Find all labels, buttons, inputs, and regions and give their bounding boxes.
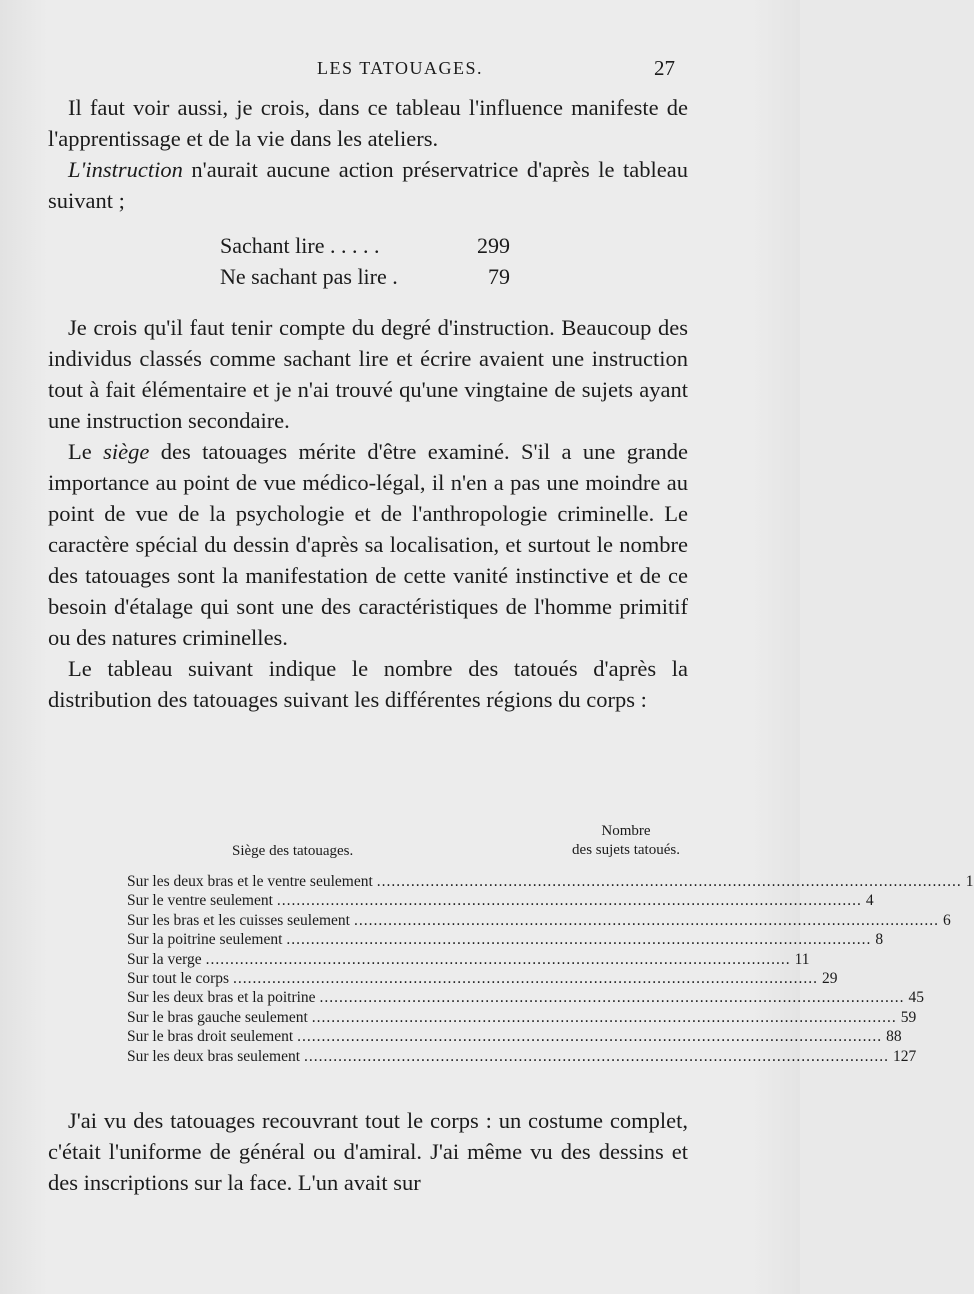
row-location: Sur les bras et les cuisses seulement <box>127 911 350 929</box>
table-row <box>127 872 974 891</box>
row-count: 8 <box>875 931 884 949</box>
literacy-table <box>220 230 510 292</box>
dot-leader: ........................................................................................................................ <box>353 911 939 929</box>
paragraph-instruction <box>48 154 688 216</box>
dot-leader: ........................................................................................................................ <box>319 989 905 1007</box>
table-row <box>127 911 951 930</box>
running-header: LES TATOUAGES. <box>317 58 483 78</box>
row-count: 1 <box>965 873 974 890</box>
row-location: Sur la verge <box>127 950 202 968</box>
table-row <box>127 930 884 949</box>
dot-leader: ........................................................................................................................ <box>376 873 962 890</box>
literacy-value: 299 <box>477 233 510 258</box>
literacy-value: 79 <box>488 264 510 289</box>
paragraph-degree: Je crois qu'il faut tenir compte du degré d'instruction. Beaucoup des individus classés comme sachant lire et écrire avaient une instruction tout à fait élémentaire et je n'ai trouvé qu'une vingtaine de sujets ayant une instruction secondaire. <box>48 315 688 433</box>
closing-paragraph <box>48 1105 688 1198</box>
row-location: Sur les deux bras et la poitrine <box>127 989 316 1007</box>
paragraph-table-intro: Le tableau suivant indique le nombre des tatoués d'après la distribution des tatouages suivant les différentes régions du corps : <box>48 656 688 712</box>
row-location: Sur les deux bras et le ventre seulement <box>127 873 373 890</box>
table-row <box>127 950 810 969</box>
table-row <box>127 969 838 988</box>
row-count: 11 <box>794 950 810 968</box>
table-row <box>127 1027 902 1046</box>
body-paragraphs <box>48 312 688 715</box>
dot-leader: ........................................................................................................................ <box>205 950 791 968</box>
row-count: 6 <box>942 911 951 929</box>
row-location: Sur tout le corps <box>127 970 230 988</box>
table-row <box>127 891 874 910</box>
table-header-count: Nombre des sujets tatoués. <box>572 823 680 858</box>
row-count: 127 <box>893 1047 917 1065</box>
dot-leader: ........................................................................................................................ <box>286 931 872 949</box>
dot-leader: ........................................................................................................................ <box>233 970 819 988</box>
row-location: Sur le bras gauche seulement <box>127 1008 308 1026</box>
row-location: Sur la poitrine seulement <box>127 931 283 949</box>
row-location: Sur les deux bras seulement <box>127 1047 301 1065</box>
row-location: Sur le bras droit seulement <box>127 1028 294 1046</box>
literacy-row: Sachant lire . . . . . 299 <box>220 230 510 261</box>
row-count: 29 <box>822 970 838 988</box>
row-count: 45 <box>908 989 925 1007</box>
literacy-row: Ne sachant pas lire . 79 <box>220 261 510 292</box>
tattoo-location-table <box>127 872 974 1066</box>
dot-leader: ........................................................................................................................ <box>311 1008 897 1026</box>
dot-leader: ........................................................................................................................ <box>276 892 862 910</box>
dot-leader: ........................................................................................................................ <box>297 1028 883 1046</box>
literacy-label: Ne sachant pas lire <box>220 264 387 289</box>
dot-leader: ........................................................................................................................ <box>304 1047 890 1065</box>
row-count: 88 <box>886 1028 902 1046</box>
page-number: 27 <box>654 56 675 80</box>
table-row <box>127 1047 917 1066</box>
paragraph-apprenticeship: Il faut voir aussi, je crois, dans ce tableau l'influence manifeste de l'apprentissage et de la vie dans les ateliers. <box>48 95 688 151</box>
paragraph-instruction-rest: n'aurait aucune action préservatrice d'après le tableau suivant ; <box>48 157 688 213</box>
intro-paragraphs <box>48 92 688 216</box>
row-location: Sur le ventre seulement <box>127 892 273 910</box>
emphasis-instruction: L'instruction <box>68 157 183 182</box>
table-row <box>127 988 925 1007</box>
literacy-label: Sachant lire <box>220 233 325 258</box>
paragraph-costume: J'ai vu des tatouages recouvrant tout le corps : un costume complet, c'était l'uniforme de général ou d'amiral. J'ai même vu des dessins et des inscriptions sur la face. L'un avait sur <box>48 1108 688 1195</box>
table-row <box>127 1008 917 1027</box>
table-header-location: Siège des tatouages. <box>232 843 354 859</box>
paragraph-siege: Le siège des tatouages mérite d'être examiné. S'il a une grande importance au point de vue médico-légal, il n'en a pas une moindre au point de vue de la psychologie et de l'anthropologie criminelle. Le caractère spécial du dessin d'après sa localisation, et surtout le nombre des tatouages sont la manifestation de cette vanité instinctive et de ce besoin d'étalage qui sont une des caractéristiques de l'homme primitif ou des natures criminelles. <box>48 439 688 650</box>
row-count: 4 <box>865 892 874 910</box>
emphasis-siege: siège <box>103 439 150 464</box>
row-count: 59 <box>900 1008 917 1026</box>
